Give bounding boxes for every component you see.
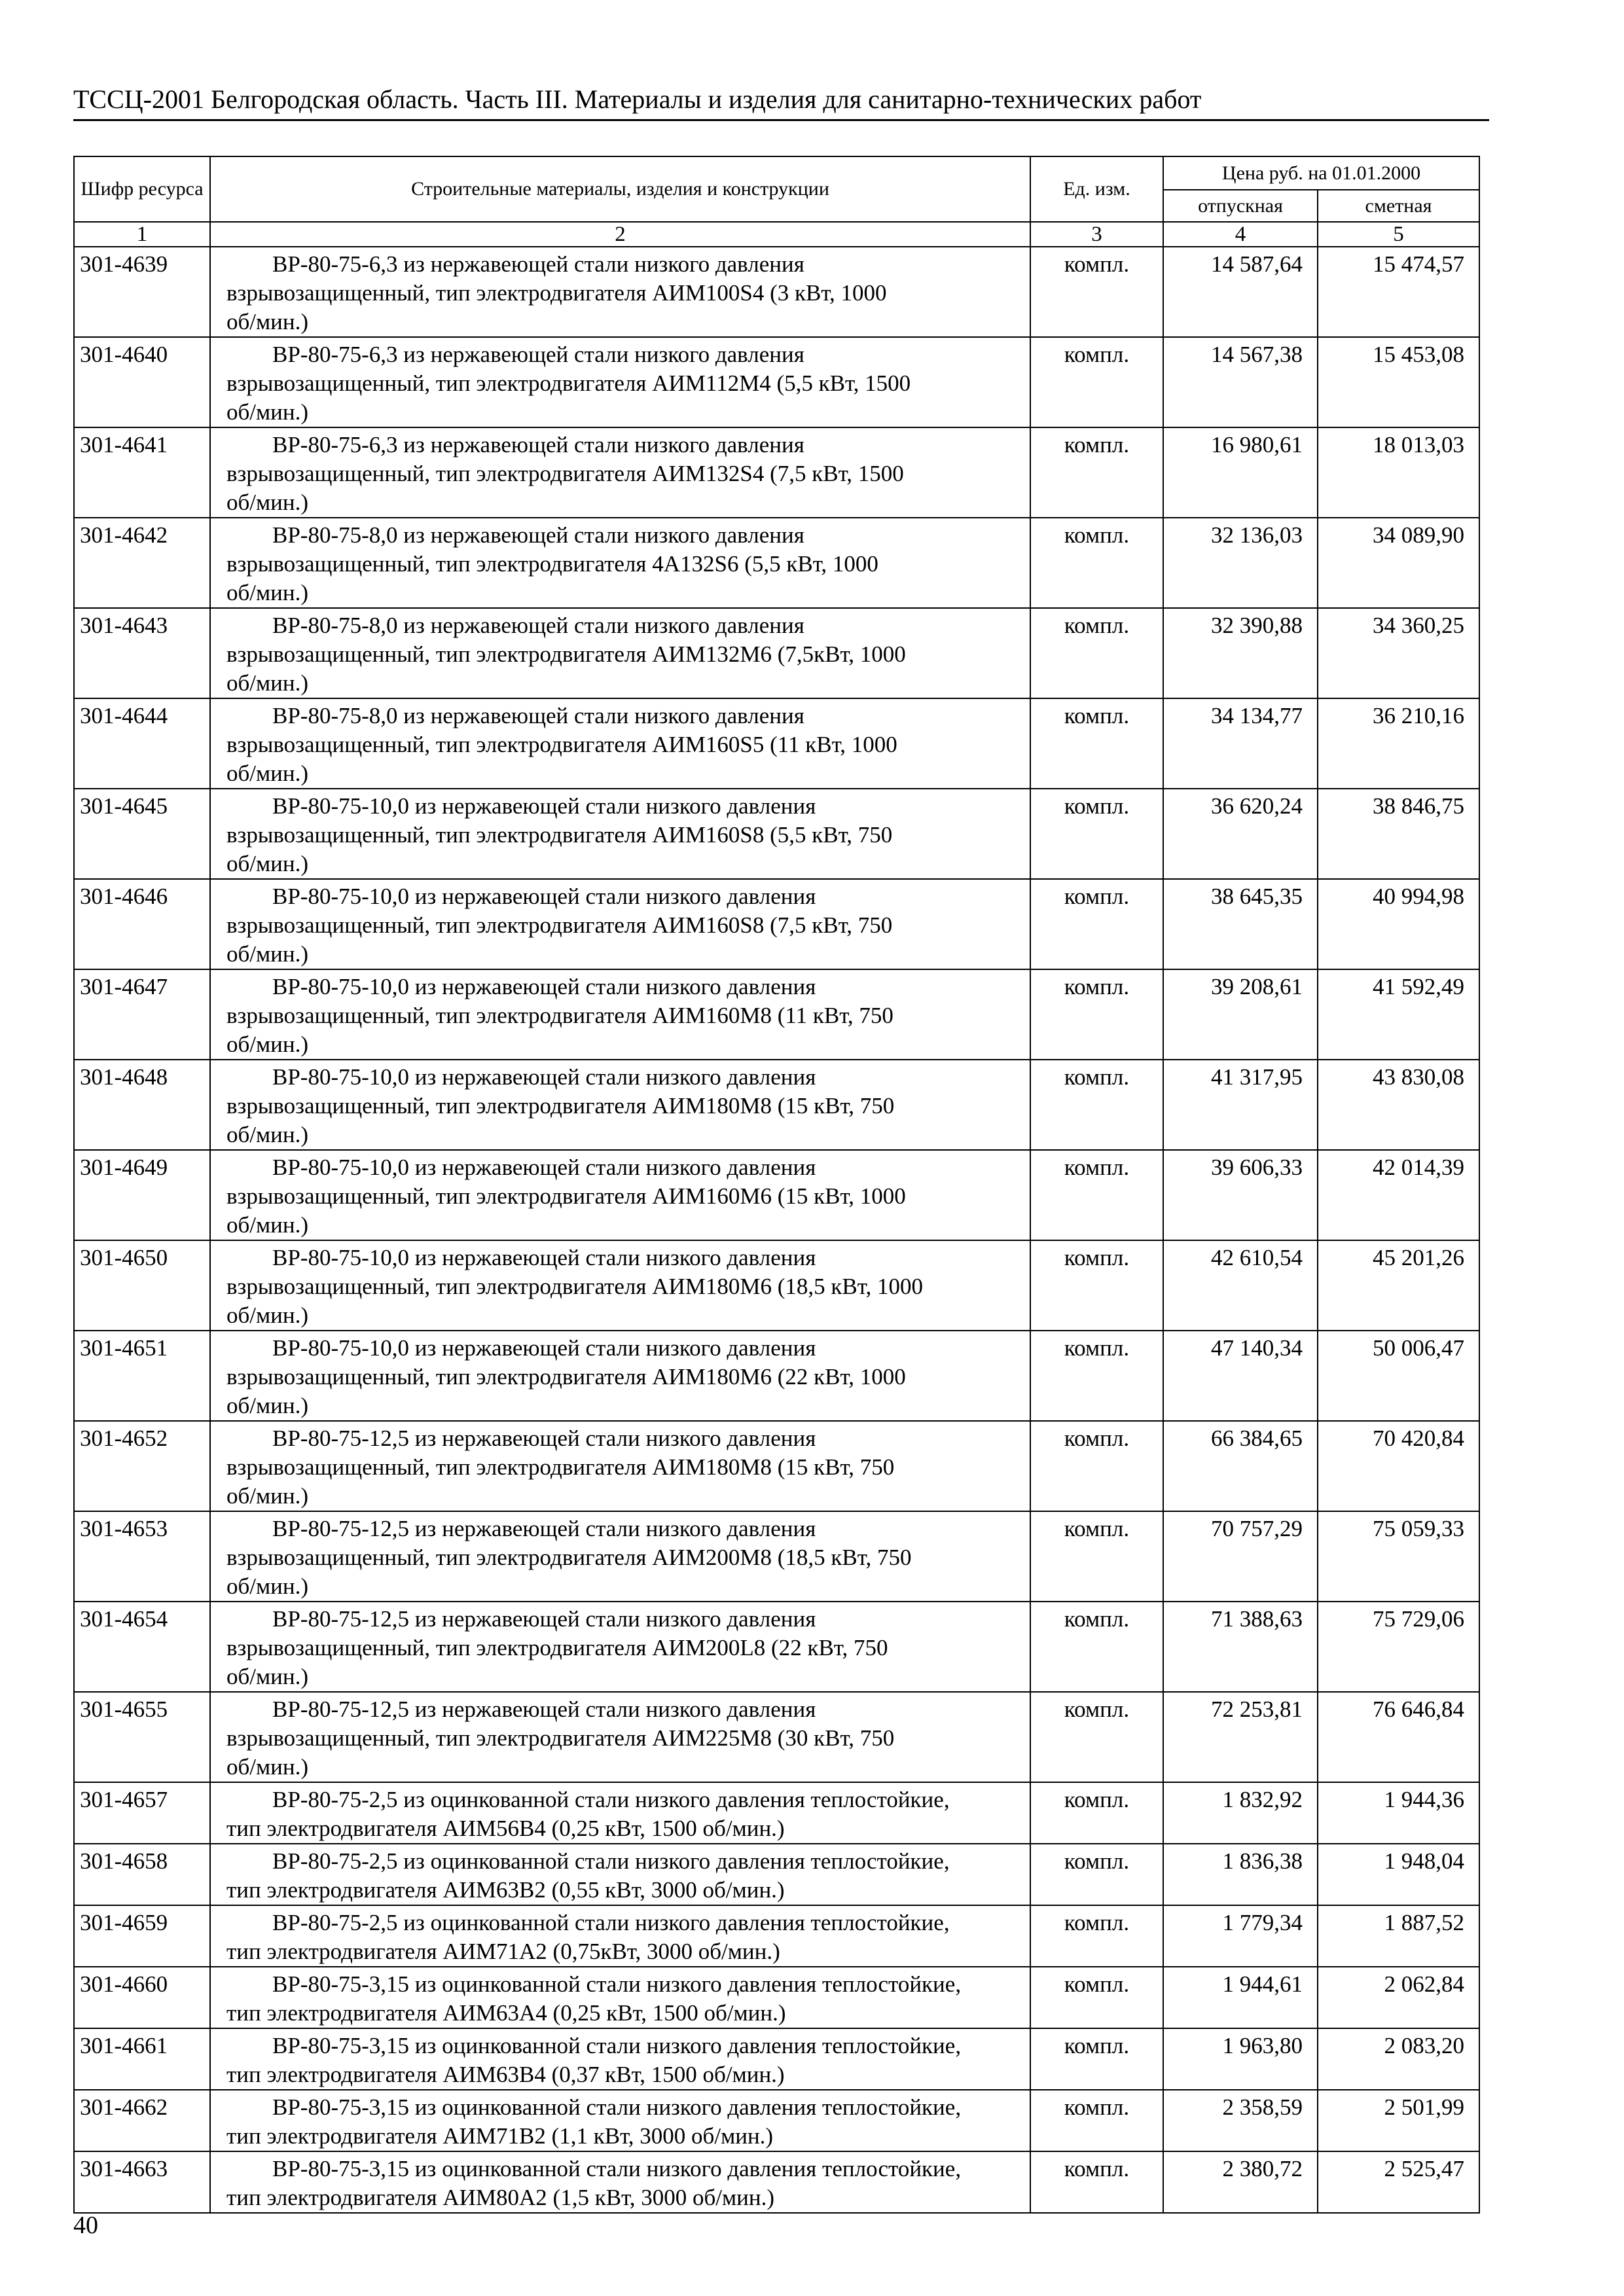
- release-price: 1 779,34: [1163, 1905, 1318, 1967]
- estimate-price: 18 013,03: [1318, 427, 1479, 518]
- resource-description: [210, 427, 1030, 518]
- resource-code: 301-4646: [74, 879, 210, 969]
- unit-of-measure: компл.: [1030, 2151, 1163, 2213]
- description-line: ВР-80-75-6,3 из нержавеющей стали низкого давления: [272, 342, 804, 367]
- table-body: [74, 247, 1479, 2213]
- estimate-price: 41 592,49: [1318, 969, 1479, 1060]
- estimate-price: 42 014,39: [1318, 1150, 1479, 1240]
- estimate-price: 50 006,47: [1318, 1331, 1479, 1421]
- description-line: об/мин.): [226, 580, 309, 605]
- estimate-price: 15 474,57: [1318, 247, 1479, 337]
- release-price: 70 757,29: [1163, 1511, 1318, 1602]
- table-row: [74, 518, 1479, 608]
- description-line: ВР-80-75-8,0 из нержавеющей стали низкого давления: [272, 703, 804, 728]
- description-line: тип электродвигателя АИМ63А4 (0,25 кВт, 1500 об/мин.): [226, 2000, 786, 2026]
- table-row: [74, 698, 1479, 789]
- header-name: Строительные материалы, изделия и конструкции: [210, 156, 1030, 222]
- column-number: 3: [1030, 222, 1163, 247]
- release-price: 47 140,34: [1163, 1331, 1318, 1421]
- description-line: об/мин.): [226, 670, 309, 696]
- estimate-price: 75 059,33: [1318, 1511, 1479, 1602]
- unit-of-measure: компл.: [1030, 247, 1163, 337]
- page-number: 40: [73, 2212, 98, 2239]
- header-rule: [73, 119, 1489, 121]
- resource-code: 301-4639: [74, 247, 210, 337]
- unit-of-measure: компл.: [1030, 1511, 1163, 1602]
- column-number: 4: [1163, 222, 1318, 247]
- release-price: 14 567,38: [1163, 337, 1318, 427]
- resource-code: 301-4641: [74, 427, 210, 518]
- description-line: об/мин.): [226, 1122, 309, 1147]
- description-line: взрывозащищенный, тип электродвигателя АИМ180М6 (18,5 кВт, 1000: [226, 1274, 923, 1299]
- description-line: ВР-80-75-10,0 из нержавеющей стали низкого давления: [272, 884, 816, 909]
- resource-code: 301-4655: [74, 1692, 210, 1782]
- resource-code: 301-4643: [74, 608, 210, 698]
- estimate-price: 40 994,98: [1318, 879, 1479, 969]
- description-line: взрывозащищенный, тип электродвигателя АИМ132М6 (7,5кВт, 1000: [226, 641, 906, 667]
- release-price: 72 253,81: [1163, 1692, 1318, 1782]
- unit-of-measure: компл.: [1030, 1602, 1163, 1692]
- table-row: [74, 427, 1479, 518]
- resource-code: 301-4662: [74, 2090, 210, 2151]
- unit-of-measure: компл.: [1030, 608, 1163, 698]
- description-line: взрывозащищенный, тип электродвигателя АИМ225М8 (30 кВт, 750: [226, 1725, 895, 1751]
- unit-of-measure: компл.: [1030, 1150, 1163, 1240]
- description-line: ВР-80-75-10,0 из нержавеющей стали низкого давления: [272, 1064, 816, 1090]
- table-row: [74, 1692, 1479, 1782]
- estimate-price: 43 830,08: [1318, 1060, 1479, 1150]
- price-table: [73, 156, 1480, 2214]
- resource-description: [210, 1692, 1030, 1782]
- table-row: [74, 337, 1479, 427]
- resource-code: 301-4648: [74, 1060, 210, 1150]
- header-estimate-price: сметная: [1318, 190, 1479, 222]
- column-number: 1: [74, 222, 210, 247]
- header-code: Шифр ресурса: [74, 156, 210, 222]
- resource-description: [210, 1905, 1030, 1967]
- resource-code: 301-4654: [74, 1602, 210, 1692]
- resource-description: [210, 247, 1030, 337]
- description-line: об/мин.): [226, 1664, 309, 1689]
- table-row: [74, 1602, 1479, 1692]
- description-line: об/мин.): [226, 761, 309, 786]
- description-line: тип электродвигателя АИМ71В2 (1,1 кВт, 3000 об/мин.): [226, 2123, 774, 2149]
- description-line: ВР-80-75-3,15 из оцинкованной стали низкого давления теплостойкие,: [272, 2094, 962, 2120]
- resource-code: 301-4644: [74, 698, 210, 789]
- resource-code: 301-4660: [74, 1967, 210, 2028]
- description-line: об/мин.): [226, 1031, 309, 1057]
- release-price: 1 836,38: [1163, 1844, 1318, 1905]
- description-line: взрывозащищенный, тип электродвигателя АИМ160S5 (11 кВт, 1000: [226, 732, 897, 757]
- description-line: ВР-80-75-3,15 из оцинкованной стали низкого давления теплостойкие,: [272, 2033, 962, 2058]
- resource-description: [210, 1511, 1030, 1602]
- estimate-price: 36 210,16: [1318, 698, 1479, 789]
- page-header-title: ТССЦ-2001 Белгородская область. Часть III. Материалы и изделия для санитарно-технических работ: [73, 84, 1202, 114]
- description-line: тип электродвигателя АИМ63В4 (0,37 кВт, 1500 об/мин.): [226, 2062, 785, 2087]
- description-line: об/мин.): [226, 1212, 309, 1238]
- description-line: ВР-80-75-2,5 из оцинкованной стали низкого давления теплостойкие,: [272, 1848, 950, 1874]
- unit-of-measure: компл.: [1030, 2028, 1163, 2090]
- description-line: взрывозащищенный, тип электродвигателя АИМ180М6 (22 кВт, 1000: [226, 1364, 906, 1390]
- header-price-group: Цена руб. на 01.01.2000: [1163, 156, 1479, 190]
- description-line: об/мин.): [226, 851, 309, 876]
- release-price: 34 134,77: [1163, 698, 1318, 789]
- description-line: тип электродвигателя АИМ63В2 (0,55 кВт, 3000 об/мин.): [226, 1877, 785, 1903]
- description-line: ВР-80-75-6,3 из нержавеющей стали низкого давления: [272, 251, 804, 277]
- table-row: [74, 1782, 1479, 1844]
- description-line: взрывозащищенный, тип электродвигателя АИМ180М8 (15 кВт, 750: [226, 1093, 895, 1119]
- estimate-price: 1 887,52: [1318, 1905, 1479, 1967]
- resource-code: 301-4651: [74, 1331, 210, 1421]
- resource-description: [210, 2151, 1030, 2213]
- resource-description: [210, 2090, 1030, 2151]
- estimate-price: 2 083,20: [1318, 2028, 1479, 2090]
- description-line: об/мин.): [226, 1393, 309, 1418]
- description-line: ВР-80-75-12,5 из нержавеющей стали низкого давления: [272, 1516, 816, 1541]
- description-line: об/мин.): [226, 1573, 309, 1599]
- description-line: тип электродвигателя АИМ80А2 (1,5 кВт, 3000 об/мин.): [226, 2185, 775, 2210]
- unit-of-measure: компл.: [1030, 1905, 1163, 1967]
- unit-of-measure: компл.: [1030, 337, 1163, 427]
- resource-description: [210, 1844, 1030, 1905]
- description-line: об/мин.): [226, 399, 309, 425]
- resource-description: [210, 2028, 1030, 2090]
- description-line: ВР-80-75-10,0 из нержавеющей стали низкого давления: [272, 1155, 816, 1180]
- release-price: 39 606,33: [1163, 1150, 1318, 1240]
- resource-description: [210, 337, 1030, 427]
- description-line: об/мин.): [226, 1754, 309, 1780]
- estimate-price: 70 420,84: [1318, 1421, 1479, 1511]
- resource-code: 301-4658: [74, 1844, 210, 1905]
- estimate-price: 76 646,84: [1318, 1692, 1479, 1782]
- resource-code: 301-4647: [74, 969, 210, 1060]
- description-line: ВР-80-75-10,0 из нержавеющей стали низкого давления: [272, 974, 816, 999]
- release-price: 1 832,92: [1163, 1782, 1318, 1844]
- resource-code: 301-4659: [74, 1905, 210, 1967]
- unit-of-measure: компл.: [1030, 427, 1163, 518]
- resource-description: [210, 1331, 1030, 1421]
- description-line: ВР-80-75-6,3 из нержавеющей стали низкого давления: [272, 432, 804, 457]
- unit-of-measure: компл.: [1030, 1421, 1163, 1511]
- release-price: 42 610,54: [1163, 1240, 1318, 1331]
- description-line: взрывозащищенный, тип электродвигателя АИМ200М8 (18,5 кВт, 750: [226, 1545, 912, 1570]
- resource-description: [210, 1967, 1030, 2028]
- release-price: 2 380,72: [1163, 2151, 1318, 2213]
- resource-description: [210, 1240, 1030, 1331]
- release-price: 2 358,59: [1163, 2090, 1318, 2151]
- resource-description: [210, 789, 1030, 879]
- unit-of-measure: компл.: [1030, 2090, 1163, 2151]
- release-price: 39 208,61: [1163, 969, 1318, 1060]
- description-line: ВР-80-75-12,5 из нержавеющей стали низкого давления: [272, 1696, 816, 1722]
- table-row: [74, 1240, 1479, 1331]
- description-line: ВР-80-75-3,15 из оцинкованной стали низкого давления теплостойкие,: [272, 2156, 962, 2181]
- release-price: 71 388,63: [1163, 1602, 1318, 1692]
- table-row: [74, 2090, 1479, 2151]
- estimate-price: 75 729,06: [1318, 1602, 1479, 1692]
- release-price: 32 136,03: [1163, 518, 1318, 608]
- unit-of-measure: компл.: [1030, 1967, 1163, 2028]
- estimate-price: 38 846,75: [1318, 789, 1479, 879]
- description-line: об/мин.): [226, 1302, 309, 1328]
- description-line: ВР-80-75-8,0 из нержавеющей стали низкого давления: [272, 522, 804, 548]
- description-line: ВР-80-75-8,0 из нержавеющей стали низкого давления: [272, 613, 804, 638]
- release-price: 14 587,64: [1163, 247, 1318, 337]
- unit-of-measure: компл.: [1030, 1782, 1163, 1844]
- estimate-price: 34 089,90: [1318, 518, 1479, 608]
- description-line: ВР-80-75-12,5 из нержавеющей стали низкого давления: [272, 1606, 816, 1632]
- table-row: [74, 247, 1479, 337]
- description-line: взрывозащищенный, тип электродвигателя 4А132S6 (5,5 кВт, 1000: [226, 551, 878, 577]
- estimate-price: 2 062,84: [1318, 1967, 1479, 2028]
- estimate-price: 34 360,25: [1318, 608, 1479, 698]
- resource-code: 301-4640: [74, 337, 210, 427]
- resource-code: 301-4642: [74, 518, 210, 608]
- column-number: 2: [210, 222, 1030, 247]
- table-row: [74, 879, 1479, 969]
- description-line: об/мин.): [226, 941, 309, 967]
- resource-code: 301-4661: [74, 2028, 210, 2090]
- description-line: взрывозащищенный, тип электродвигателя АИМ132S4 (7,5 кВт, 1500: [226, 461, 904, 486]
- table-row: [74, 1905, 1479, 1967]
- unit-of-measure: компл.: [1030, 969, 1163, 1060]
- table-row: [74, 1511, 1479, 1602]
- description-line: ВР-80-75-10,0 из нержавеющей стали низкого давления: [272, 1335, 816, 1361]
- unit-of-measure: компл.: [1030, 1844, 1163, 1905]
- table-row: [74, 608, 1479, 698]
- estimate-price: 15 453,08: [1318, 337, 1479, 427]
- resource-description: [210, 1782, 1030, 1844]
- resource-code: 301-4663: [74, 2151, 210, 2213]
- release-price: 1 944,61: [1163, 1967, 1318, 2028]
- description-line: ВР-80-75-12,5 из нержавеющей стали низкого давления: [272, 1426, 816, 1451]
- unit-of-measure: компл.: [1030, 789, 1163, 879]
- release-price: 32 390,88: [1163, 608, 1318, 698]
- header-release-price: отпускная: [1163, 190, 1318, 222]
- unit-of-measure: компл.: [1030, 698, 1163, 789]
- resource-description: [210, 608, 1030, 698]
- resource-code: 301-4657: [74, 1782, 210, 1844]
- estimate-price: 1 948,04: [1318, 1844, 1479, 1905]
- header-unit: Ед. изм.: [1030, 156, 1163, 222]
- table-row: [74, 1844, 1479, 1905]
- description-line: взрывозащищенный, тип электродвигателя АИМ160М6 (15 кВт, 1000: [226, 1183, 906, 1209]
- description-line: взрывозащищенный, тип электродвигателя АИМ200L8 (22 кВт, 750: [226, 1635, 888, 1660]
- description-line: тип электродвигателя АИМ71А2 (0,75кВт, 3000 об/мин.): [226, 1939, 780, 1964]
- unit-of-measure: компл.: [1030, 1060, 1163, 1150]
- table-row: [74, 969, 1479, 1060]
- table-row: [74, 2151, 1479, 2213]
- release-price: 66 384,65: [1163, 1421, 1318, 1511]
- unit-of-measure: компл.: [1030, 518, 1163, 608]
- release-price: 38 645,35: [1163, 879, 1318, 969]
- table-row: [74, 1060, 1479, 1150]
- resource-description: [210, 698, 1030, 789]
- description-line: об/мин.): [226, 490, 309, 515]
- table-row: [74, 1331, 1479, 1421]
- description-line: взрывозащищенный, тип электродвигателя АИМ112М4 (5,5 кВт, 1500: [226, 370, 911, 396]
- description-line: тип электродвигателя АИМ56В4 (0,25 кВт, 1500 об/мин.): [226, 1816, 785, 1841]
- description-line: взрывозащищенный, тип электродвигателя АИМ160М8 (11 кВт, 750: [226, 1003, 893, 1028]
- table-row: [74, 789, 1479, 879]
- description-line: об/мин.): [226, 1483, 309, 1509]
- description-line: ВР-80-75-3,15 из оцинкованной стали низкого давления теплостойкие,: [272, 1971, 962, 1997]
- release-price: 16 980,61: [1163, 427, 1318, 518]
- resource-code: 301-4653: [74, 1511, 210, 1602]
- estimate-price: 2 525,47: [1318, 2151, 1479, 2213]
- release-price: 41 317,95: [1163, 1060, 1318, 1150]
- resource-code: 301-4652: [74, 1421, 210, 1511]
- estimate-price: 45 201,26: [1318, 1240, 1479, 1331]
- release-price: 1 963,80: [1163, 2028, 1318, 2090]
- resource-code: 301-4649: [74, 1150, 210, 1240]
- column-number: 5: [1318, 222, 1479, 247]
- resource-description: [210, 1150, 1030, 1240]
- unit-of-measure: компл.: [1030, 879, 1163, 969]
- description-line: об/мин.): [226, 309, 309, 334]
- description-line: ВР-80-75-10,0 из нержавеющей стали низкого давления: [272, 793, 816, 819]
- description-line: ВР-80-75-2,5 из оцинкованной стали низкого давления теплостойкие,: [272, 1787, 950, 1812]
- description-line: взрывозащищенный, тип электродвигателя АИМ180М8 (15 кВт, 750: [226, 1454, 895, 1480]
- estimate-price: 1 944,36: [1318, 1782, 1479, 1844]
- resource-description: [210, 1602, 1030, 1692]
- unit-of-measure: компл.: [1030, 1692, 1163, 1782]
- resource-description: [210, 1421, 1030, 1511]
- description-line: взрывозащищенный, тип электродвигателя АИМ160S8 (5,5 кВт, 750: [226, 822, 893, 848]
- table-row: [74, 1421, 1479, 1511]
- table-row: [74, 2028, 1479, 2090]
- resource-description: [210, 518, 1030, 608]
- description-line: взрывозащищенный, тип электродвигателя АИМ100S4 (3 кВт, 1000: [226, 280, 887, 306]
- description-line: взрывозащищенный, тип электродвигателя АИМ160S8 (7,5 кВт, 750: [226, 912, 893, 938]
- resource-code: 301-4645: [74, 789, 210, 879]
- unit-of-measure: компл.: [1030, 1331, 1163, 1421]
- table-row: [74, 1150, 1479, 1240]
- resource-description: [210, 1060, 1030, 1150]
- resource-description: [210, 879, 1030, 969]
- table-row: [74, 1967, 1479, 2028]
- unit-of-measure: компл.: [1030, 1240, 1163, 1331]
- resource-code: 301-4650: [74, 1240, 210, 1331]
- release-price: 36 620,24: [1163, 789, 1318, 879]
- description-line: ВР-80-75-2,5 из оцинкованной стали низкого давления теплостойкие,: [272, 1910, 950, 1935]
- description-line: ВР-80-75-10,0 из нержавеющей стали низкого давления: [272, 1245, 816, 1270]
- estimate-price: 2 501,99: [1318, 2090, 1479, 2151]
- resource-description: [210, 969, 1030, 1060]
